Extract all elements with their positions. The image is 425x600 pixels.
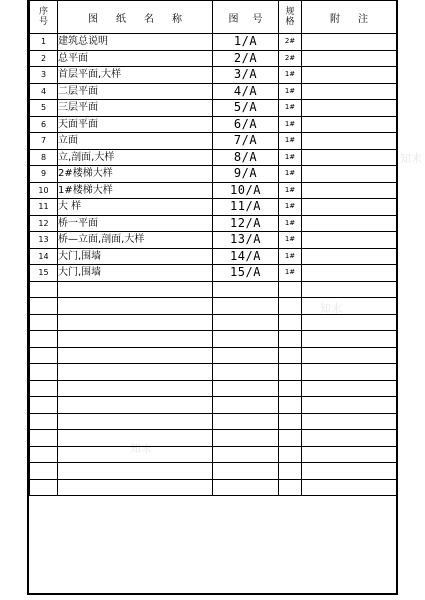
empty-cell [30,446,58,463]
empty-cell [302,479,397,496]
row-number: 3 [30,67,58,84]
blank-row [30,314,397,331]
empty-cell [302,298,397,315]
empty-cell [58,397,213,414]
empty-cell [279,298,302,315]
row-number: 11 [30,199,58,216]
blank-row [30,298,397,315]
empty-cell [213,281,279,298]
drawing-code: 5/A [213,100,279,117]
sheet-size: 1# [279,133,302,150]
sheet-size: 1# [279,100,302,117]
drawing-code: 15/A [213,265,279,282]
table-row [30,100,397,117]
drawing-code: 6/A [213,116,279,133]
sheet-size: 1# [279,215,302,232]
row-number: 12 [30,215,58,232]
empty-cell [30,413,58,430]
blank-row [30,281,397,298]
drawing-code: 4/A [213,83,279,100]
drawing-index-sheet [27,0,398,595]
drawing-name: 桥一平面 [58,215,213,232]
blank-row [30,331,397,348]
table-row [30,199,397,216]
sheet-size: 2# [279,50,302,67]
empty-cell [30,314,58,331]
table-row [30,265,397,282]
table-row [30,149,397,166]
sheet-size: 1# [279,116,302,133]
remarks [302,50,397,67]
sheet-size: 1# [279,232,302,249]
drawing-code: 3/A [213,67,279,84]
table-row [30,83,397,100]
remarks [302,149,397,166]
sheet-size: 1# [279,83,302,100]
remarks [302,232,397,249]
table-row [30,232,397,249]
empty-cell [302,463,397,480]
sheet-size: 1# [279,248,302,265]
empty-cell [279,413,302,430]
drawing-name: 二层平面 [58,83,213,100]
table-row [30,166,397,183]
row-number: 8 [30,149,58,166]
table-row [30,116,397,133]
empty-cell [58,331,213,348]
remarks [302,133,397,150]
empty-cell [30,380,58,397]
drawing-name: 总平面 [58,50,213,67]
drawing-name: 2#楼梯大样 [58,166,213,183]
drawing-code: 7/A [213,133,279,150]
empty-cell [58,380,213,397]
empty-cell [30,397,58,414]
empty-cell [213,430,279,447]
empty-cell [58,463,213,480]
empty-cell [58,314,213,331]
header-size: 规 格 [279,1,302,34]
sheet-size: 1# [279,199,302,216]
blank-row [30,479,397,496]
row-number: 4 [30,83,58,100]
remarks [302,265,397,282]
blank-row [30,446,397,463]
row-number: 13 [30,232,58,249]
table-row [30,182,397,199]
empty-cell [58,347,213,364]
row-number: 2 [30,50,58,67]
blank-row [30,463,397,480]
drawing-name: 1#楼梯大样 [58,182,213,199]
drawing-name: 首层平面,大样 [58,67,213,84]
empty-cell [58,413,213,430]
empty-cell [213,314,279,331]
blank-row [30,380,397,397]
empty-cell [279,281,302,298]
empty-cell [213,380,279,397]
table-row [30,133,397,150]
remarks [302,116,397,133]
sheet-size: 1# [279,182,302,199]
watermark: 知末 [320,302,342,315]
sheet-size: 1# [279,265,302,282]
empty-cell [279,364,302,381]
row-number: 7 [30,133,58,150]
empty-cell [58,446,213,463]
drawing-name: 大 样 [58,199,213,216]
drawing-name: 桥—立面,剖面,大样 [58,232,213,249]
drawing-name: 建筑总说明 [58,34,213,51]
row-number: 1 [30,34,58,51]
empty-cell [213,331,279,348]
drawing-code: 11/A [213,199,279,216]
empty-cell [302,331,397,348]
table-row [30,248,397,265]
header-note: 附 注 [302,1,397,34]
remarks [302,34,397,51]
remarks [302,83,397,100]
blank-row [30,364,397,381]
empty-cell [302,446,397,463]
drawing-name: 三层平面 [58,100,213,117]
sheet-size: 1# [279,149,302,166]
empty-cell [302,430,397,447]
empty-cell [279,347,302,364]
empty-cell [30,463,58,480]
watermark: 知末 [130,442,152,455]
empty-cell [58,364,213,381]
empty-cell [302,364,397,381]
table-row [30,67,397,84]
sheet-size: 1# [279,166,302,183]
header-row [30,1,397,34]
empty-cell [30,331,58,348]
empty-cell [30,298,58,315]
drawing-code: 9/A [213,166,279,183]
empty-cell [302,281,397,298]
remarks [302,199,397,216]
empty-cell [30,479,58,496]
drawing-name: 大门,围墙 [58,265,213,282]
header-name: 图 纸 名 称 [58,1,213,34]
remarks [302,182,397,199]
drawing-code: 13/A [213,232,279,249]
sheet-size: 1# [279,67,302,84]
remarks [302,100,397,117]
empty-cell [279,446,302,463]
row-number: 10 [30,182,58,199]
empty-cell [302,397,397,414]
drawing-code: 8/A [213,149,279,166]
empty-cell [302,314,397,331]
empty-cell [213,397,279,414]
blank-row [30,347,397,364]
blank-row [30,397,397,414]
empty-cell [58,281,213,298]
empty-cell [30,281,58,298]
empty-cell [30,364,58,381]
empty-cell [213,463,279,480]
table-row [30,215,397,232]
empty-cell [213,479,279,496]
drawing-index-table [29,0,397,496]
empty-cell [279,380,302,397]
empty-cell [30,430,58,447]
empty-cell [58,479,213,496]
row-number: 5 [30,100,58,117]
empty-cell [213,446,279,463]
drawing-name: 大门,围墙 [58,248,213,265]
empty-cell [279,331,302,348]
table-row [30,50,397,67]
remarks [302,248,397,265]
drawing-code: 10/A [213,182,279,199]
remarks [302,166,397,183]
remarks [302,215,397,232]
empty-cell [279,463,302,480]
sheet-size: 2# [279,34,302,51]
row-number: 6 [30,116,58,133]
empty-cell [302,380,397,397]
drawing-code: 1/A [213,34,279,51]
empty-cell [58,430,213,447]
drawing-name: 天面平面 [58,116,213,133]
watermark: 知末 [400,152,422,165]
table-row [30,34,397,51]
drawing-code: 14/A [213,248,279,265]
drawing-code: 2/A [213,50,279,67]
empty-cell [213,298,279,315]
row-number: 14 [30,248,58,265]
empty-cell [213,364,279,381]
empty-cell [58,298,213,315]
empty-cell [213,347,279,364]
blank-row [30,413,397,430]
row-number: 15 [30,265,58,282]
empty-cell [302,413,397,430]
empty-cell [302,347,397,364]
empty-cell [30,347,58,364]
empty-cell [279,314,302,331]
header-code: 图 号 [213,1,279,34]
remarks [302,67,397,84]
drawing-name: 立面 [58,133,213,150]
drawing-name: 立,剖面,大样 [58,149,213,166]
empty-cell [279,430,302,447]
row-number: 9 [30,166,58,183]
blank-row [30,430,397,447]
header-no: 序 号 [30,1,58,34]
empty-cell [213,413,279,430]
empty-cell [279,397,302,414]
empty-cell [279,479,302,496]
drawing-code: 12/A [213,215,279,232]
